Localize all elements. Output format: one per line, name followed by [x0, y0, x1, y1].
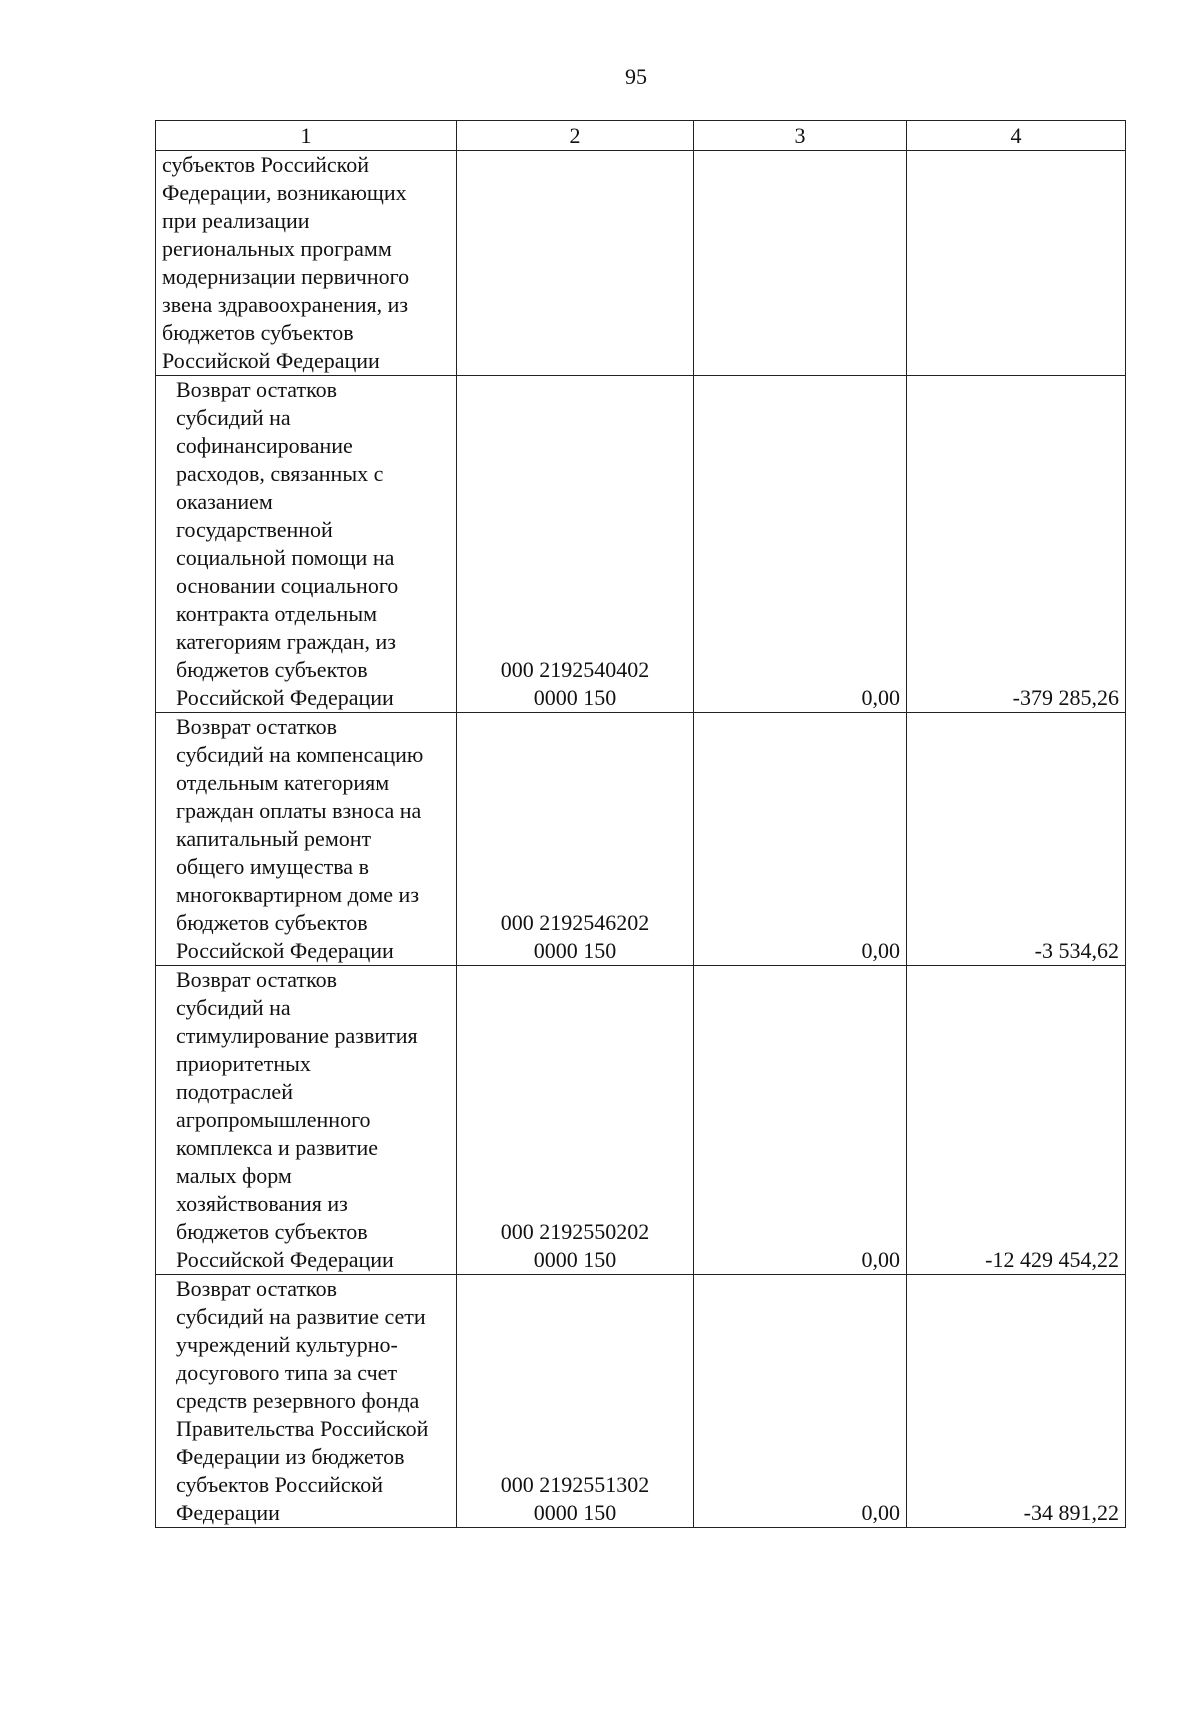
row-col3-cell: [694, 151, 907, 376]
row-col4-cell: -12 429 454,22: [907, 966, 1126, 1275]
table-row: [156, 376, 1126, 713]
row-col4-cell: [907, 151, 1126, 376]
row-code-cell: 000 2192551302 0000 150: [457, 1275, 694, 1528]
column-header-3: 3: [694, 121, 907, 151]
row-col3-cell: 0,00: [694, 376, 907, 713]
column-header-1: 1: [156, 121, 457, 151]
table-row: [156, 966, 1126, 1275]
row-col3-cell: 0,00: [694, 713, 907, 966]
header-row: [156, 121, 1126, 151]
row-col4-cell: -3 534,62: [907, 713, 1126, 966]
row-col3-cell: 0,00: [694, 966, 907, 1275]
row-col4-cell: -379 285,26: [907, 376, 1126, 713]
table-row: [156, 713, 1126, 966]
table-row: [156, 1275, 1126, 1528]
row-name-cell: Возврат остатков субсидий на софинансирование расходов, связанных с оказанием государственной социальной помощи на основании социального контракта отдельным категориям граждан, из бюджетов субъектов Российской Федерации: [156, 376, 457, 713]
row-code-cell: 000 2192550202 0000 150: [457, 966, 694, 1275]
row-code-cell: [457, 151, 694, 376]
row-code-cell: 000 2192540402 0000 150: [457, 376, 694, 713]
budget-table: [155, 120, 1126, 1528]
page-number: 95: [625, 64, 647, 89]
column-header-4: 4: [907, 121, 1126, 151]
row-name-cell: Возврат остатков субсидий на развитие сети учреждений культурно- досугового типа за счет средств резервного фонда Правительства Российской Федерации из бюджетов субъектов Российской Федерации: [156, 1275, 457, 1528]
table-row: [156, 151, 1126, 376]
row-name-cell: субъектов Российской Федерации, возникающих при реализации региональных программ модернизации первичного звена здравоохранения, из бюджетов субъектов Российской Федерации: [156, 151, 457, 376]
column-header-2: 2: [457, 121, 694, 151]
row-col4-cell: -34 891,22: [907, 1275, 1126, 1528]
row-name-cell: Возврат остатков субсидий на стимулирование развития приоритетных подотраслей агропромышленного комплекса и развитие малых форм хозяйствования из бюджетов субъектов Российской Федерации: [156, 966, 457, 1275]
row-col3-cell: 0,00: [694, 1275, 907, 1528]
row-name-cell: Возврат остатков субсидий на компенсацию отдельным категориям граждан оплаты взноса на капитальный ремонт общего имущества в многоквартирном доме из бюджетов субъектов Российской Федерации: [156, 713, 457, 966]
row-code-cell: 000 2192546202 0000 150: [457, 713, 694, 966]
